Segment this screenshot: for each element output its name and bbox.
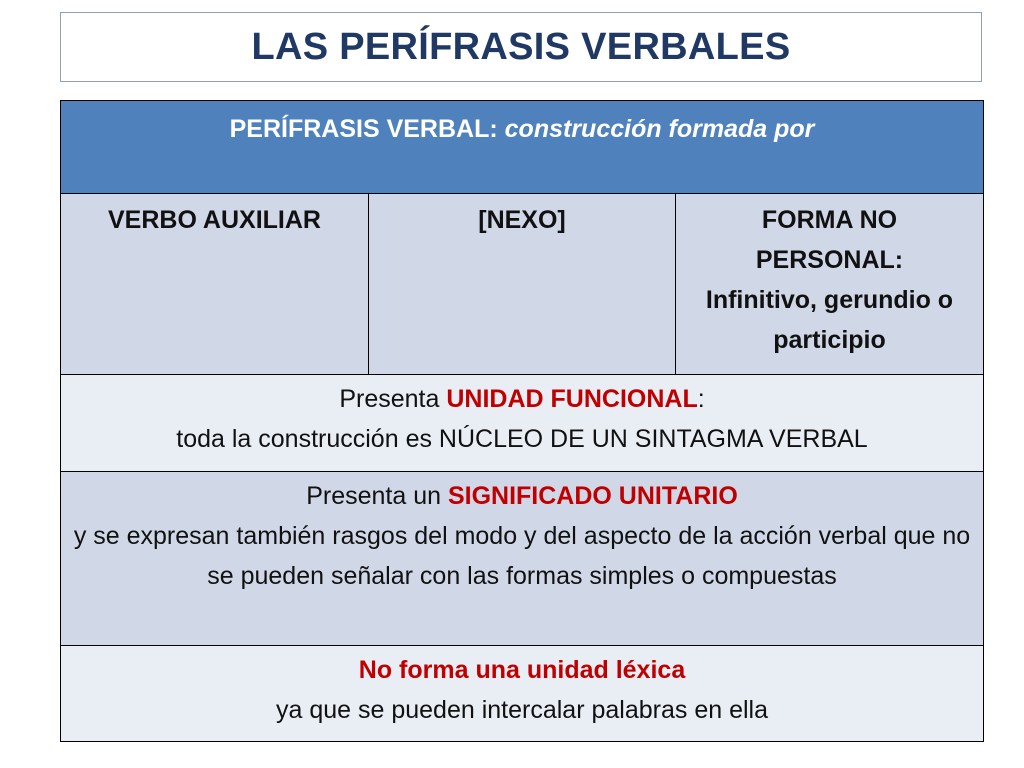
unidad-lexica-row [61,646,984,742]
header-row [61,101,984,194]
forma-detail: Infinitivo, gerundio o participio [705,286,954,354]
cell-forma-no-personal [676,194,984,375]
forma-heading: FORMA NO PERSONAL: [755,206,904,274]
cell-nexo: [NEXO] [369,194,676,375]
lexica-line2: ya que se pueden intercalar palabras en ella [275,696,768,724]
unidad-line2: toda la construcción es NÚCLEO DE UN SINTAGMA VERBAL [176,425,868,453]
header-definition: construcción formada por [504,115,815,143]
unidad-suffix: : [697,385,705,413]
title-box [60,12,982,82]
significado-line1 [71,476,973,516]
cell-verbo-auxiliar: VERBO AUXILIAR [61,194,369,375]
lexica-highlight: No forma una unidad léxica [358,656,686,684]
unidad-highlight: UNIDAD FUNCIONAL [446,385,698,413]
significado-line2: y se expresan también rasgos del modo y del aspecto de la acción verbal que no se pueden señalar con las formas simples o compuestas [73,522,971,590]
unidad-prefix: Presenta [339,385,447,413]
header-cell [61,101,984,194]
significado-highlight: SIGNIFICADO UNITARIO [447,482,738,510]
components-row [61,194,984,375]
page-title: LAS PERÍFRASIS VERBALES [251,25,791,68]
unidad-line1 [71,379,973,419]
unidad-lexica-cell [61,646,984,742]
header-term: PERÍFRASIS VERBAL: [229,115,498,143]
periphrasis-table [60,100,984,742]
significado-prefix: Presenta un [306,482,448,510]
significado-unitario-cell [61,472,984,646]
unidad-funcional-cell [61,375,984,472]
unidad-funcional-row [61,375,984,472]
significado-unitario-row [61,472,984,646]
